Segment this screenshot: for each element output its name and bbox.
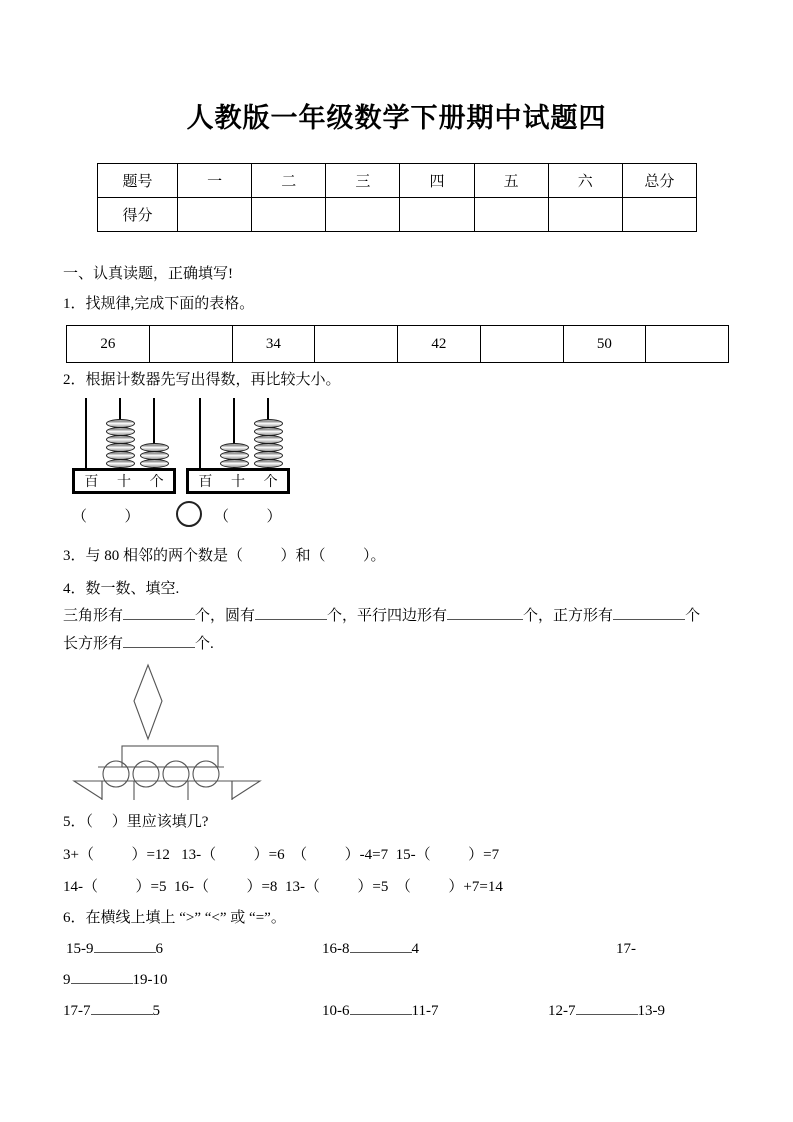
score-table-row-label-1: 得分: [98, 198, 178, 232]
place-label-tens-left: 十: [116, 475, 131, 490]
compare-row: [66, 501, 306, 531]
q5-item-3[interactable]: 15-（ ）=7: [395, 847, 500, 863]
q4-label-unit-end: 个: [685, 608, 701, 624]
question-6-item-4[interactable]: [63, 1001, 160, 1021]
q4-label-circle: 个，圆有: [195, 608, 256, 624]
q6-right-expr-1: 6: [155, 941, 163, 957]
question-5-row-2[interactable]: [63, 877, 503, 897]
circle-shape: [103, 761, 129, 787]
sequence-cell-1[interactable]: [149, 326, 232, 363]
score-table-col-0: 一: [178, 164, 252, 198]
score-cell-6[interactable]: [622, 198, 696, 232]
q5-gap: [388, 847, 396, 863]
bead: [220, 459, 249, 468]
q4-label-square: 个，正方形有: [523, 608, 614, 624]
triangle-shape-left: [74, 781, 102, 799]
score-table-col-6: 总分: [622, 164, 696, 198]
rod-hundreds-left: [85, 398, 87, 470]
score-cell-1[interactable]: [252, 198, 326, 232]
q5-item-5[interactable]: 16-（ ）=8: [173, 879, 278, 895]
question-5-prompt: 5．（ ）里应该填几?: [63, 814, 209, 830]
q4-label-unit-end-2: 个.: [195, 636, 214, 652]
q5-gap: [277, 879, 285, 895]
q5-item-4[interactable]: 14-（ ）=5: [63, 879, 167, 895]
score-table-row-label-0: 题号: [98, 164, 178, 198]
sequence-cell-0[interactable]: 26: [67, 326, 150, 363]
score-cell-5[interactable]: [548, 198, 622, 232]
question-6-item-6[interactable]: [548, 1001, 665, 1021]
beads-tens-left: [105, 420, 135, 468]
sequence-cell-2[interactable]: 34: [232, 326, 315, 363]
sequence-table: [66, 325, 729, 363]
table-row-header: [98, 164, 697, 198]
table-row: [67, 326, 729, 363]
q4-label-parallelogram: 个，平行四边形有: [327, 608, 448, 624]
place-value-box-right: [186, 468, 290, 494]
shapes-svg: [62, 655, 322, 800]
beads-ones-right: [253, 420, 283, 468]
score-cell-0[interactable]: [178, 198, 252, 232]
q5-gap: [388, 879, 396, 895]
score-table-col-4: 五: [474, 164, 548, 198]
sequence-cell-6[interactable]: 50: [563, 326, 646, 363]
counters-figure: [66, 398, 306, 533]
q5-item-1[interactable]: 13-（ ）=6: [181, 847, 285, 863]
score-table: [97, 163, 697, 232]
shapes-count-figure: [62, 655, 322, 800]
circle-shape: [193, 761, 219, 787]
q4-blank-triangle[interactable]: [123, 619, 195, 620]
question-6-item-2[interactable]: [322, 939, 419, 959]
score-cell-2[interactable]: [326, 198, 400, 232]
question-6-item-1[interactable]: [66, 939, 163, 959]
compare-circle[interactable]: [176, 501, 202, 527]
q5-item-0[interactable]: 3+（ ）=12: [63, 847, 170, 863]
place-label-hundreds-right: 百: [198, 475, 213, 490]
q6-left-expr-4: 17-7: [63, 1003, 91, 1019]
q6-blank-1[interactable]: [94, 952, 156, 953]
q6-blank-5[interactable]: [350, 1014, 412, 1015]
score-table-col-1: 二: [252, 164, 326, 198]
q5-item-2[interactable]: （ ）-4=7: [292, 847, 389, 863]
q4-blank-parallelogram[interactable]: [447, 619, 523, 620]
place-label-hundreds-left: 百: [84, 475, 99, 490]
question-5-row-1[interactable]: [63, 845, 499, 865]
sequence-cell-4[interactable]: 42: [398, 326, 481, 363]
question-6-item-5[interactable]: [322, 1001, 438, 1021]
question-1-prompt: 1．找规律,完成下面的表格。: [63, 296, 255, 312]
question-3-prompt[interactable]: 3．与 80 相邻的两个数是（ ）和（ ）。: [63, 548, 386, 564]
question-6-item-3-part-b[interactable]: [63, 970, 168, 990]
answer-blank-right[interactable]: （ ）: [214, 509, 282, 525]
score-table-col-3: 四: [400, 164, 474, 198]
triangle-shape-right: [232, 781, 260, 799]
question-4-prompt: 4．数一数、填空.: [63, 581, 180, 597]
sequence-cell-5[interactable]: [480, 326, 563, 363]
score-table-col-2: 三: [326, 164, 400, 198]
circle-shape: [133, 761, 159, 787]
q6-right-expr-3: 19-10: [132, 972, 168, 988]
q6-blank-4[interactable]: [91, 1014, 153, 1015]
bead: [254, 459, 283, 468]
question-4-line-1[interactable]: [63, 606, 700, 626]
score-cell-3[interactable]: [400, 198, 474, 232]
score-table-col-5: 六: [548, 164, 622, 198]
q6-right-expr-5: 11-7: [411, 1003, 439, 1019]
q5-gap: [170, 847, 181, 863]
question-6-prompt: 6．在横线上填上 “>” “<” 或 “=”。: [63, 910, 286, 926]
q4-label-triangle: 三角形有: [63, 608, 124, 624]
bead: [106, 459, 135, 468]
q4-blank-circle[interactable]: [255, 619, 327, 620]
rhombus-shape: [134, 665, 162, 739]
counter-right: [186, 398, 292, 498]
page-title: 人教版一年级数学下册期中试题四: [186, 103, 607, 133]
sequence-cell-7[interactable]: [646, 326, 729, 363]
bead: [140, 459, 169, 468]
counter-left: [72, 398, 178, 498]
place-label-tens-right: 十: [230, 475, 245, 490]
q6-right-expr-6: 13-9: [637, 1003, 665, 1019]
q4-blank-square[interactable]: [613, 619, 685, 620]
q6-left-expr-3b: 9: [63, 972, 71, 988]
q6-blank-3[interactable]: [71, 983, 133, 984]
q5-item-6[interactable]: 13-（ ）=5: [284, 879, 389, 895]
table-row-scores: [98, 198, 697, 232]
q6-left-expr-5: 10-6: [322, 1003, 350, 1019]
answer-blank-left[interactable]: （ ）: [72, 509, 140, 525]
q4-blank-rectangle[interactable]: [123, 647, 195, 648]
question-2-prompt: 2．根据计数器先写出得数，再比较大小。: [63, 372, 341, 388]
q6-left-expr-1: 15-9: [66, 941, 94, 957]
beads-tens-right: [219, 444, 249, 468]
place-label-ones-left: 个: [149, 475, 164, 490]
circle-shape: [163, 761, 189, 787]
q6-left-expr-2: 16-8: [322, 941, 350, 957]
rectangle-shape: [122, 746, 218, 767]
question-6-item-3-part-a: [616, 939, 636, 959]
q5-gap: [166, 879, 174, 895]
q6-right-expr-2: 4: [411, 941, 419, 957]
q6-blank-2[interactable]: [350, 952, 412, 953]
score-cell-4[interactable]: [474, 198, 548, 232]
rod-hundreds-right: [199, 398, 201, 470]
question-4-line-2[interactable]: [63, 634, 214, 654]
q4-label-rectangle: 长方形有: [63, 636, 124, 652]
beads-ones-left: [139, 444, 169, 468]
q6-right-expr-4: 5: [152, 1003, 160, 1019]
sequence-cell-3[interactable]: [315, 326, 398, 363]
place-label-ones-right: 个: [263, 475, 278, 490]
place-value-box-left: [72, 468, 176, 494]
q6-left-expr-3a: 17-: [616, 941, 636, 957]
q5-item-7[interactable]: （ ）+7=14: [395, 879, 503, 895]
q6-blank-6[interactable]: [576, 1014, 638, 1015]
section-one-heading: 一、认真读题，正确填写!: [63, 266, 233, 282]
q6-left-expr-6: 12-7: [548, 1003, 576, 1019]
